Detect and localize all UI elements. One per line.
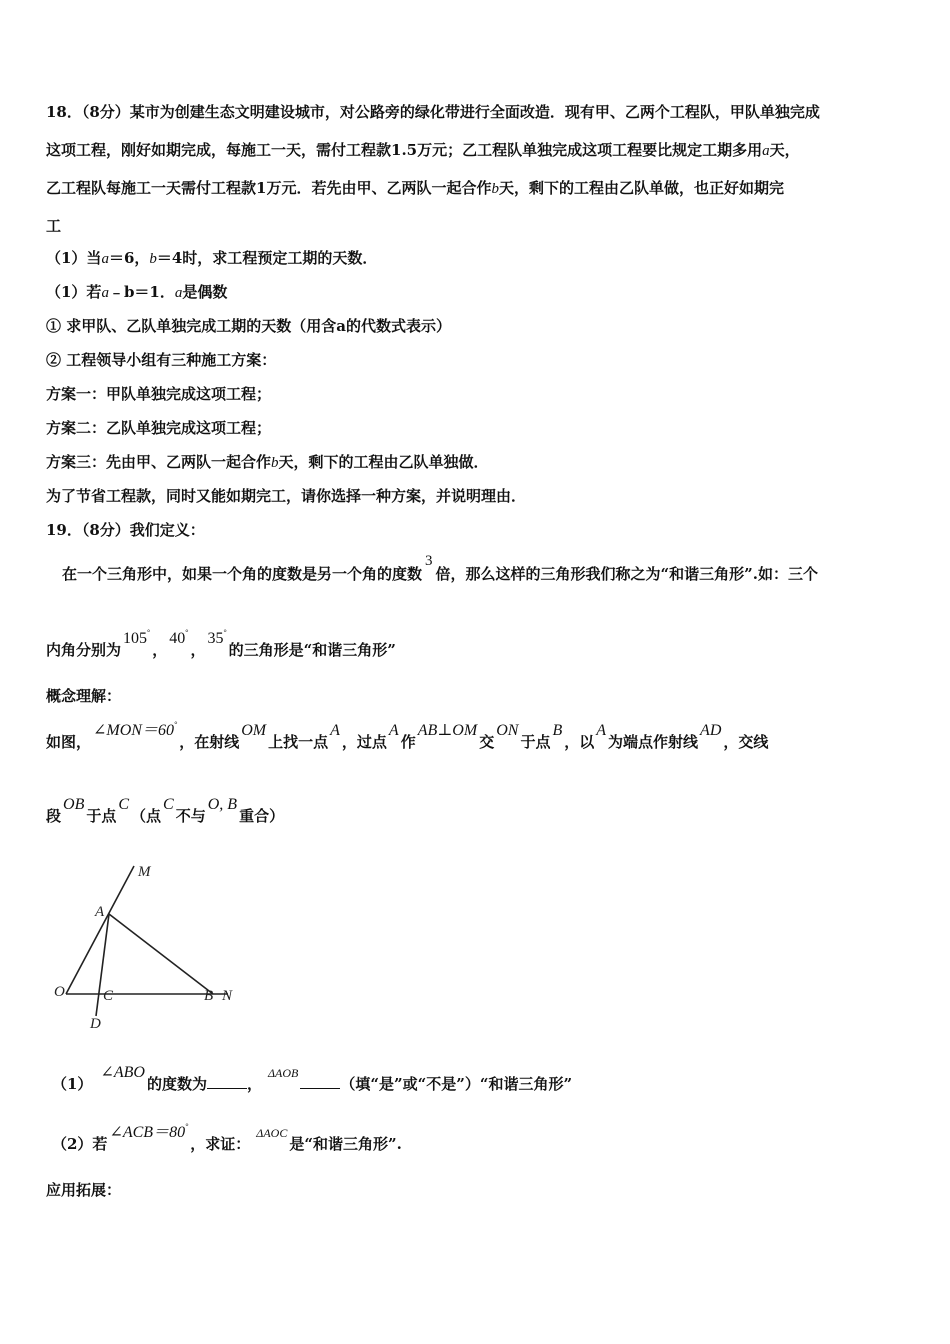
concept-heading: 概念理解： [46,687,122,705]
q18-line-3: 乙工程队每施工一天需付工程款1万元．若先由甲、乙两队一起合作b天，剩下的工程由乙队单做，也正好如期完 [46,179,784,197]
q19-figure-description-2: 段OB于点C（点C不与O, B重合） [46,796,285,825]
geometry-figure [48,858,258,1038]
angle-35: 35° [207,628,227,647]
q18-plan-1: 方案一：甲队单独完成这项工程； [46,385,272,403]
label-n: N [222,988,233,1004]
q18-line-2: 这项工程，刚好如期完成，每施工一天，需付工程款1.5万元；乙工程队单独完成这项工程要比规定工期多用a天， [46,141,800,159]
answer-blank-2[interactable] [300,1074,340,1089]
label-c: C [103,988,114,1004]
angle-mon: ∠MON＝60° [93,720,178,739]
q18-final: 为了节省工程款，同时又能如期完工，请你选择一种方案，并说明理由． [46,487,527,505]
q18-part-2: （1）若a﹣b＝1．a是偶数 [46,283,228,301]
q19-sub-2: （2）若∠ACB＝80°，求证：ΔAOC是“和谐三角形”. [52,1122,402,1153]
q19-sub-1: （1）∠ABO的度数为 ，ΔAOB（填“是”或“不是”）“和谐三角形” [52,1064,573,1093]
application-heading: 应用拓展： [46,1181,122,1199]
q19-example: 内角分别为105°，40°，35°的三角形是“和谐三角形” [46,628,396,659]
q18-line-1: 18．（8分）某市为创建生态文明建设城市，对公路旁的绿化带进行全面改造．现有甲、乙两个工程队，甲队单独完成 [46,103,820,121]
label-o: O [54,984,65,1000]
q18-line-4: 工 [46,217,62,235]
ray-om [66,866,134,994]
q19-figure-description-1: 如图，∠MON＝60°，在射线OM上找一点A，过点A作AB⊥OM交ON于点B，以A为端点作射线AD，交线 [46,720,769,751]
q18-plan-3: 方案三：先由甲、乙两队一起合作b天，剩下的工程由乙队单独做． [46,453,489,471]
label-b: B [204,988,214,1004]
answer-blank-1[interactable] [207,1074,247,1089]
q18-circled-1: ① 求甲队、乙队单独完成工期的天数（用含a的代数式表示） [46,317,451,335]
segment-ab [109,914,213,994]
angle-105: 105° [123,628,151,647]
q18-circled-2: ② 工程领导小组有三种施工方案： [46,351,277,369]
angle-acb: ∠ACB＝80° [109,1122,189,1141]
q18-plan-2: 方案二：乙队单独完成这项工程； [46,419,272,437]
factor-three: 3 [425,553,433,569]
q19-definition: 在一个三角形中，如果一个角的度数是另一个角的度数3倍，那么这样的三角形我们称之为“和谐三角形”.如：三个 [62,553,818,583]
label-d: D [90,1016,101,1032]
label-m: M [138,864,151,880]
q19-heading: 19．（8分）我们定义： [46,521,205,539]
angle-40: 40° [169,628,189,647]
label-a: A [95,904,105,920]
q18-part-1: （1）当a＝6，b＝4时，求工程预定工期的天数． [46,249,378,267]
